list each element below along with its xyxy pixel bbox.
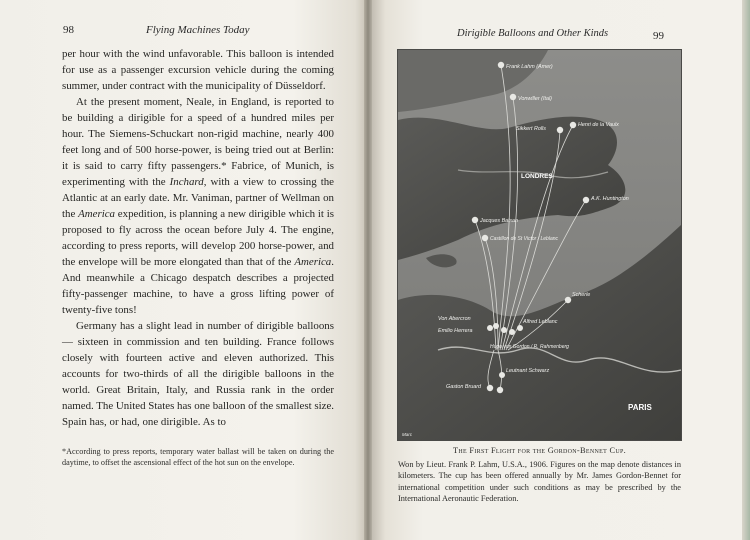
page-edge	[742, 0, 750, 540]
map-label-abercron: Von Abercron	[438, 316, 471, 322]
map-label-huntington: A.K. Huntington	[591, 196, 629, 202]
map-label-londres: LONDRES	[521, 173, 553, 180]
text-run: Germany has a slight lead in number of dirigible balloons — sixteen in commission and ten building. France follows closely with fourteen active and eleven authorized. This accounts for two-thirds of all the dirigible balloons in the world. Great Britain, Italy, and Russia rank in the order named. The United States has one balloon of the smallest size. Spain has, or had, one dirigible. As to	[62, 320, 334, 428]
map-caption-title: The First Flight for the Gordon-Bennet Cup.	[453, 446, 626, 455]
body-paragraph	[62, 318, 334, 430]
map-label-bruard: Gaston Bruard	[446, 384, 482, 390]
left-running-head: Flying Machines Today	[146, 24, 250, 36]
map-illustration	[398, 50, 681, 440]
map-label-paris: PARIS	[628, 403, 652, 412]
map-label-gordon: Hugo von Gordon / R. Rahmenberg	[490, 344, 569, 350]
map-label-herrera: Emilio Herrera	[438, 328, 473, 334]
italic-run: America	[78, 208, 116, 220]
map-label-rolls: Sikkert Rolls	[516, 126, 546, 132]
right-running-head: Dirigible Balloons and Other Kinds	[457, 28, 609, 39]
left-body-text	[62, 46, 334, 430]
left-page-number: 98	[63, 24, 74, 36]
map-label-vaulx: Henri de la Vaulx	[578, 122, 619, 128]
map-label-vonwiller: Vonwiller (Ital)	[518, 96, 552, 102]
map-caption-text: Won by Lieut. Frank P. Lahm, U.S.A., 1906. Figures on the map denote distances in kilometers. The cup has been offered annually by Mr. James Gordon-Bennet for international competition under such conditions as may be prescribed by the International Aeronautic Federation.	[398, 460, 681, 504]
italic-run: America	[294, 256, 332, 268]
body-paragraph	[62, 46, 334, 94]
text-run: expedition, is planning a new dirigible which it is proposed to fly across the ocean before July 4. The engine, according to press reports, will develop 200 horse-power, and the envelope will be more elongated than that of the	[62, 208, 335, 268]
map-label-signature: Marc	[402, 432, 412, 437]
map-label-castillon: Castillon de St Victor / Leblanc	[490, 236, 559, 242]
text-run: , with a view to crossing the Atlantic at an early date. Mr. Vaniman, partner of Wellman on the	[62, 176, 334, 220]
map-label-scherle: Scherle	[572, 292, 591, 298]
map-label-schwarz: Leutnant Schwarz	[506, 368, 550, 374]
footnote: *According to press reports, temporary water ballast will be taken on during the daytime, to offset the ascensional effect of the hot sun on the envelope.	[62, 447, 334, 468]
text-run: per hour with the wind unfavorable. This balloon is intended for use as a passenger excursion vehicle during the coming summer, under contract with the municipality of Düsseldorf.	[62, 48, 334, 92]
italic-run: Inchard	[169, 176, 204, 188]
map-label-balsan: Jacques Balsan	[480, 218, 519, 224]
right-page-number: 99	[653, 30, 664, 42]
map-label-leblanc: Alfred Leblanc	[523, 319, 558, 325]
map-label-lahm: Frank Lahm (Amer)	[506, 64, 553, 70]
gordon-bennet-map	[398, 50, 681, 440]
body-paragraph	[62, 94, 334, 318]
text-run: . And meanwhile a Chicago despatch describes a projected fifty-passenger machine, to have a gross lifting power of twenty-five tons!	[62, 256, 334, 316]
book-gutter	[364, 0, 372, 540]
text-run: At the present moment, Neale, in England, is reported to be building a dirigible for a speed of a hundred miles per hour. The Siemens-Schuckart non-rigid machine, nearly 400 feet long and of 500 horse-power, is being tried out at Berlin: it is said to carry fifty passengers.* Fabrice, of Munich, is experimenting with the	[62, 96, 334, 188]
